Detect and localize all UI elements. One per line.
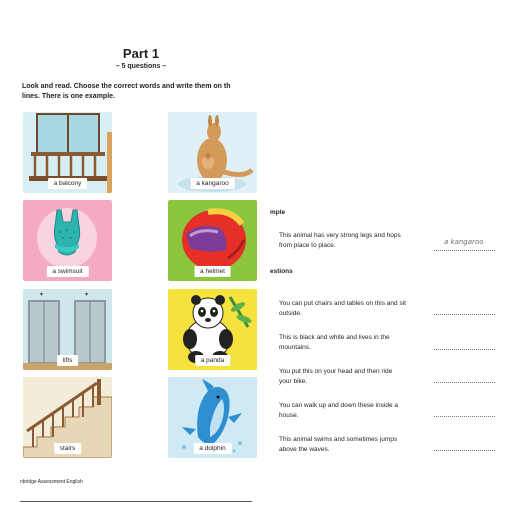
question-line: You can put chairs and tables on this and sit — [279, 300, 406, 307]
left-page — [0, 0, 258, 525]
picture-label: lifts — [57, 355, 79, 366]
footer-divider — [20, 501, 252, 502]
question-line: your bike. — [279, 378, 308, 385]
example-question — [279, 231, 429, 251]
example-answer: a kangaroo — [444, 238, 484, 246]
answer-line-3[interactable] — [434, 382, 495, 383]
question-line: This animal swims and sometimes jumps — [279, 436, 398, 443]
picture-panda — [168, 289, 257, 370]
part-title: Part 1 — [122, 46, 160, 61]
footer-text: nbridge Assessment English — [20, 479, 83, 485]
picture-lifts — [23, 289, 112, 370]
instructions-line-1: Look and read. Choose the correct words and write them on th — [22, 83, 231, 90]
picture-helmet — [168, 200, 257, 281]
question-1 — [279, 299, 429, 319]
question-line: above the waves. — [279, 446, 330, 453]
question-line: outside. — [279, 310, 302, 317]
picture-label: a kangaroo — [190, 178, 235, 189]
picture-label: a swimsuit — [46, 266, 88, 277]
question-line: house. — [279, 412, 299, 419]
answer-line-4[interactable] — [434, 416, 495, 417]
question-3 — [279, 367, 429, 387]
picture-balcony — [23, 112, 112, 193]
picture-kangaroo — [168, 112, 257, 193]
answer-line-5[interactable] — [434, 450, 495, 451]
question-line: You put this on your head and then ride — [279, 368, 393, 375]
question-5 — [279, 435, 429, 455]
instructions-line-2: lines. There is one example. — [22, 93, 115, 100]
answer-line-1[interactable] — [434, 314, 495, 315]
example-question-line-2: from place to place. — [279, 242, 336, 249]
picture-label: stairs — [54, 443, 82, 454]
question-line: You can walk up and down these inside a — [279, 402, 399, 409]
question-line: This is black and white and lives in the — [279, 334, 390, 341]
picture-stairs — [23, 377, 112, 458]
instructions — [22, 82, 258, 102]
part-subtitle: – 5 questions – — [115, 63, 167, 70]
question-line: mountains. — [279, 344, 311, 351]
question-4 — [279, 401, 429, 421]
example-question-line-1: This animal has very strong legs and hops — [279, 232, 401, 239]
picture-dolphin — [168, 377, 257, 458]
questions-heading: estions — [270, 268, 293, 275]
example-heading: mple — [270, 209, 286, 216]
picture-label: a panda — [195, 355, 231, 366]
picture-label: a dolphin — [193, 443, 231, 454]
answer-line-2[interactable] — [434, 349, 495, 350]
picture-swimsuit — [23, 200, 112, 281]
right-page — [258, 0, 525, 525]
picture-label: a helmet — [194, 266, 231, 277]
picture-label: a balcony — [48, 178, 88, 189]
question-2 — [279, 333, 429, 353]
example-answer-line — [434, 250, 495, 251]
